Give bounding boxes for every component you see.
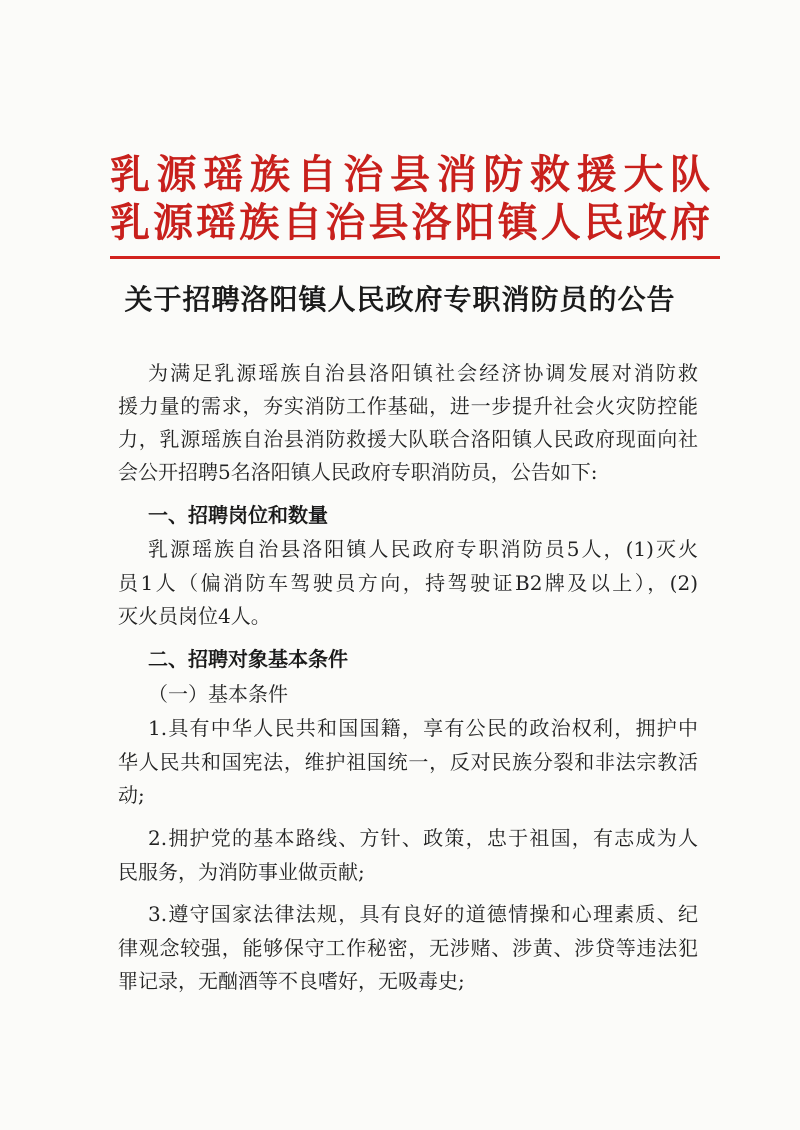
item3-line-3: 罪记录，无酗酒等不良嗜好，无吸毒史; [118,969,465,993]
intro-line-1: 为满足乳源瑶族自治县洛阳镇社会经济协调发展对消防救 [148,361,698,385]
item2-line-1: 2.拥护党的基本路线、方针、政策，忠于祖国，有志成为人 [148,826,698,850]
intro-line-4: 会公开招聘5名洛阳镇人民政府专职消防员，公告如下: [118,460,598,484]
item3-line-1: 3.遵守国家法律法规，具有良好的道德情操和心理素质、纪 [148,902,698,926]
item1-line-3: 动; [118,783,145,807]
notice-title: 关于招聘洛阳镇人民政府专职消防员的公告 [124,283,676,316]
issuer-header-line-1: 乳源瑶族自治县消防救援大队 [110,151,710,198]
section1-line-2: 员1人（偏消防车驾驶员方向，持驾驶证B2牌及以上），(2) [118,571,698,595]
red-divider-rule [110,256,720,259]
intro-line-2: 援力量的需求，夯实消防工作基础，进一步提升社会火灾防控能 [118,394,698,418]
item1-line-2: 华人民共和国宪法，维护祖国统一，反对民族分裂和非法宗教活 [118,750,698,774]
item3-line-2: 律观念较强，能够保守工作秘密，无涉赌、涉黄、涉贷等违法犯 [118,936,698,960]
issuer-header-line-2: 乳源瑶族自治县洛阳镇人民政府 [110,199,710,246]
section1-heading: 一、招聘岗位和数量 [148,503,328,527]
section2-heading: 二、招聘对象基本条件 [148,647,348,671]
intro-line-3: 力，乳源瑶族自治县消防救援大队联合洛阳镇人民政府现面向社 [118,427,698,451]
item1-line-1: 1.具有中华人民共和国国籍，享有公民的政治权利，拥护中 [148,716,698,740]
section2-subheading: （一）基本条件 [148,682,288,706]
section1-line-1: 乳源瑶族自治县洛阳镇人民政府专职消防员5人，(1)灭火 [148,537,698,561]
item2-line-2: 民服务，为消防事业做贡献; [118,860,365,884]
section1-line-3: 灭火员岗位4人。 [118,604,271,628]
